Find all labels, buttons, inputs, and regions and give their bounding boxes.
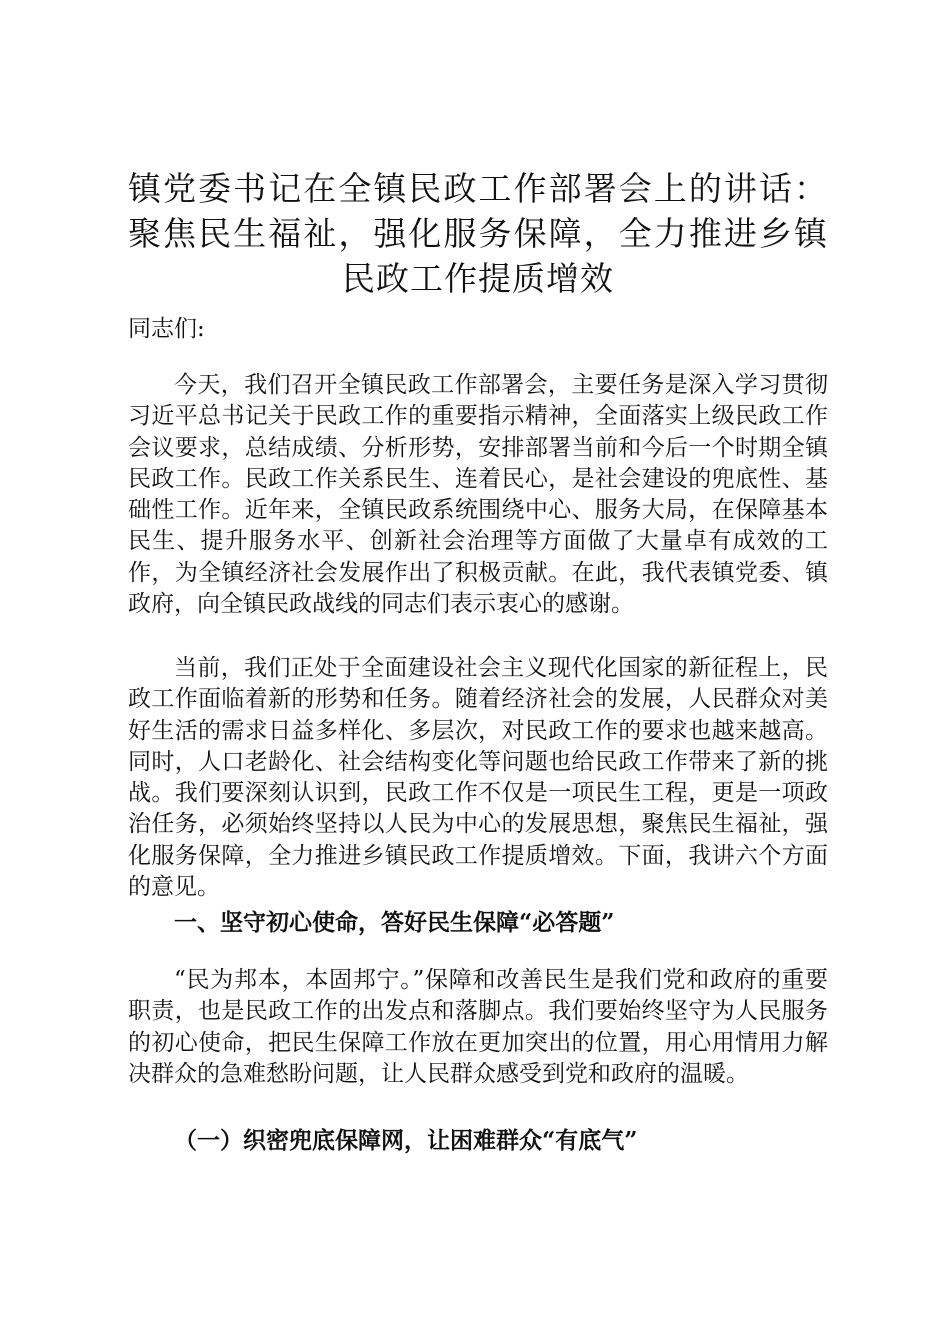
subsection-heading-1: （一）织密兜底保障网，让困难群众“有底气”: [174, 1127, 638, 1154]
greeting: 同志们:: [128, 316, 205, 342]
paragraph-intro: 今天，我们召开全镇民政工作部署会，主要任务是深入学习贯彻习近平总书记关于民政工作的重要指示精神，全面落实上级民政工作会议要求，总结成绩、分析形势，安排部署当前和今后一个时期全镇民政工作。民政工作关系民生、连着民心，是社会建设的兜底性、基础性工作。近年来，全镇民政系统围绕中心、服务大局，在保障基本民生、提升服务水平、创新社会治理等方面做了大量卓有成效的工作，为全镇经济社会发展作出了积极贡献。在此，我代表镇党委、镇政府，向全镇民政战线的同志们表示衷心的感谢。: [128, 372, 828, 618]
section-heading-1: 一、坚守初心使命，答好民生保障“必答题”: [174, 909, 615, 936]
paragraph-section-1: “民为邦本，本固邦宁。”保障和改善民生是我们党和政府的重要职责，也是民政工作的出发点和落脚点。我们要始终坚守为人民服务的初心使命，把民生保障工作放在更加突出的位置，用心用情用力解决群众的急难愁盼问题，让人民群众感受到党和政府的温暖。: [128, 967, 828, 1087]
paragraph-situation: 当前，我们正处于全面建设社会主义现代化国家的新征程上，民政工作面临着新的形势和任务。随着经济社会的发展，人民群众对美好生活的需求日益多样化、多层次，对民政工作的要求也越来越高。同时，人口老龄化、社会结构变化等问题也给民政工作带来了新的挑战。我们要深刻认识到，民政工作不仅是一项民生工程，更是一项政治任务，必须始终坚持以人民为中心的发展思想，聚焦民生福祉，强化服务保障，全力推进乡镇民政工作提质增效。下面，我讲六个方面的意见。: [128, 655, 828, 901]
document-title: 镇党委书记在全镇民政工作部署会上的讲话：聚焦民生福祉，强化服务保障，全力推进乡镇民政工作提质增效: [128, 169, 828, 298]
